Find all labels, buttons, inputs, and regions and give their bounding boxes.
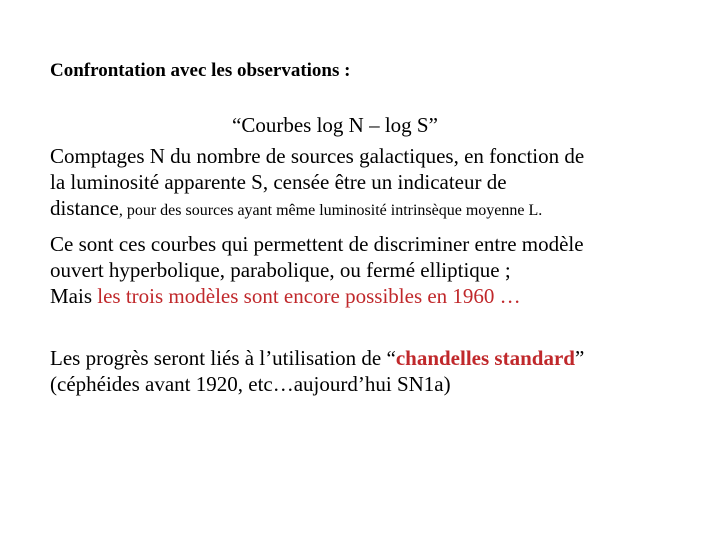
paragraph2-line1: Ce sont ces courbes qui permettent de discriminer entre modèle — [50, 232, 584, 256]
paragraph1-line3-large: distance — [50, 196, 119, 220]
paragraph1-line3-small: , pour des sources ayant même luminosité intrinsèque moyenne L. — [118, 202, 543, 219]
paragraph-standard-candles — [50, 345, 584, 397]
paragraph2-line3 — [50, 283, 584, 309]
paragraph-log-n-log-s — [50, 143, 584, 224]
paragraph3-line1-suffix: ” — [574, 346, 585, 370]
paragraph3-line1-prefix: Les progrès seront liés à l’utilisation de “ — [50, 346, 396, 370]
slide-heading: Confrontation avec les observations : — [50, 60, 351, 81]
slide-subheading: “Courbes log N – log S” — [232, 113, 438, 137]
paragraph1-line3 — [50, 195, 584, 224]
paragraph1-line2: la luminosité apparente S, censée être un indicateur de — [50, 170, 507, 194]
paragraph3-line2: (céphéides avant 1920, etc…aujourd’hui SN1a) — [50, 372, 451, 396]
paragraph2-line2: ouvert hyperbolique, parabolique, ou fermé elliptique ; — [50, 258, 511, 282]
paragraph1-line1: Comptages N du nombre de sources galactiques, en fonction de — [50, 144, 585, 168]
paragraph2-line3-highlight: les trois modèles sont encore possibles en 1960 … — [97, 284, 521, 308]
paragraph-models — [50, 231, 584, 309]
paragraph3-line1 — [50, 345, 584, 371]
paragraph2-line3-prefix: Mais — [50, 284, 98, 308]
paragraph3-line1-highlight: chandelles standard — [395, 346, 575, 370]
